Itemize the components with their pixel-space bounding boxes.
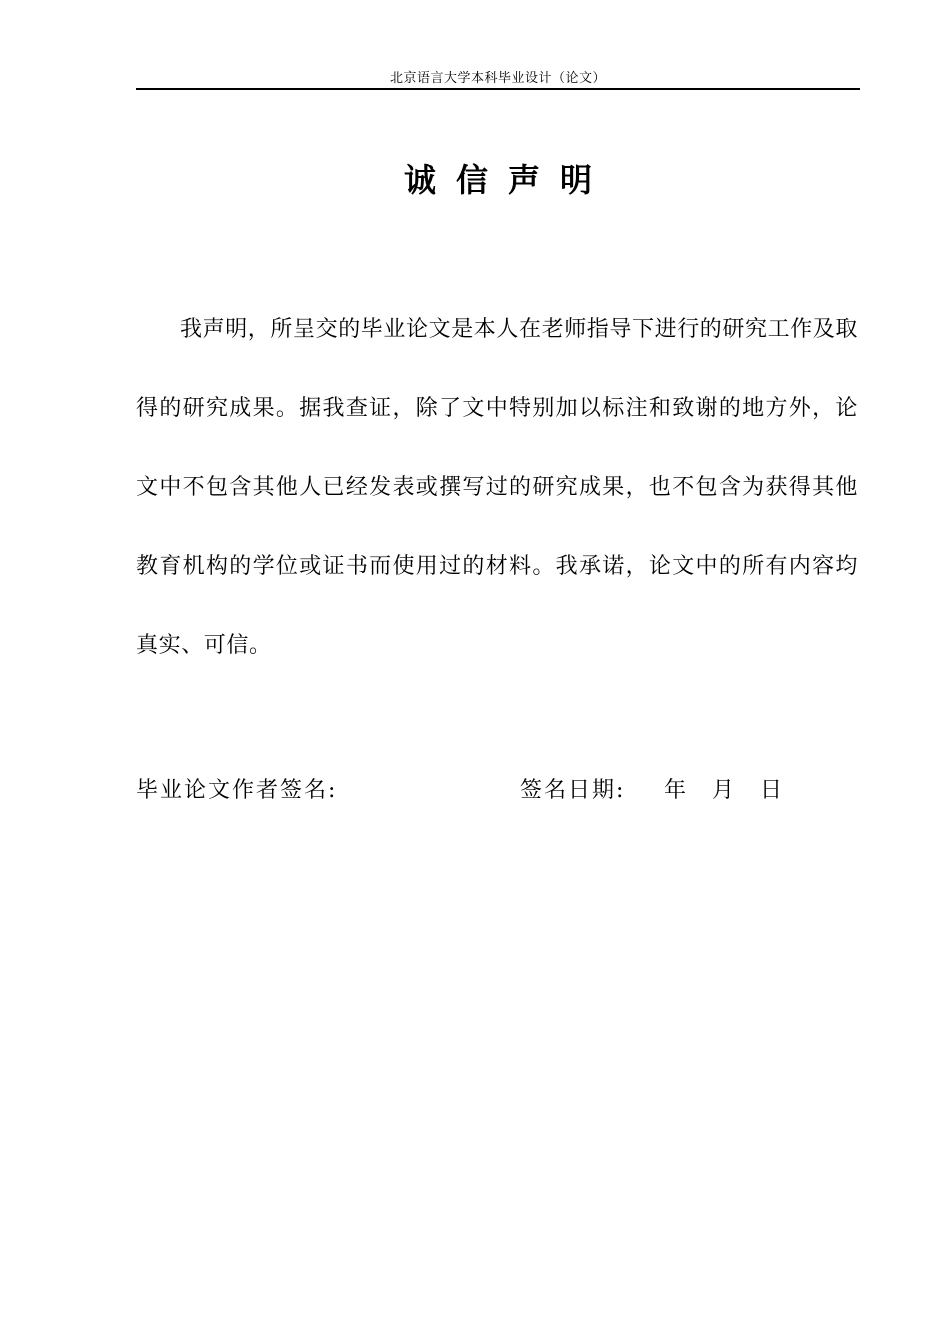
- signature-label: 毕业论文作者签名:: [136, 778, 338, 803]
- document-title: 诚信声明: [403, 161, 612, 199]
- declaration-paragraph: 我声明，所呈交的毕业论文是本人在老师指导下进行的研究工作及取得的研究成果。据我查证，除了文中特别加以标注和致谢的地方外，论文中不包含其他人已经发表或撰写过的研究成果，也不包含为获得其他教育机构的学位或证书而使用过的材料。我承诺，论文中的所有内容均真实、可信。: [136, 317, 859, 658]
- signature-date-label: 签名日期:: [520, 778, 626, 803]
- header-rule: [136, 88, 860, 90]
- date-month-label: 月: [712, 778, 735, 803]
- date-year-label: 年: [664, 778, 687, 803]
- date-day-label: 日: [760, 778, 783, 803]
- running-header: 北京语言大学本科毕业设计（论文）: [389, 71, 606, 86]
